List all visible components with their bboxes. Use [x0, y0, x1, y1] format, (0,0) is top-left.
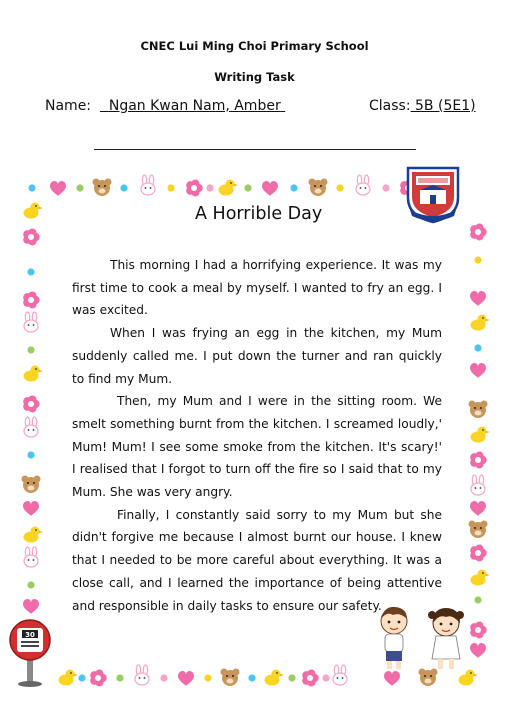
heart-icon: [178, 671, 194, 686]
dot-icon: [206, 184, 213, 191]
heart-icon: [470, 291, 486, 306]
bear-icon: [221, 669, 240, 687]
dot-icon: [27, 346, 34, 353]
dot-icon: [244, 184, 251, 191]
school-name: CNEC Lui Ming Choi Primary School: [140, 39, 369, 53]
bear-icon: [469, 401, 488, 419]
bear-icon: [22, 476, 41, 494]
bunny-icon: [24, 547, 38, 567]
class-value-text: 5B (5E1): [415, 98, 476, 114]
essay-paragraph: This morning I had a horrifying experience. It was my first time to cook a meal by myself. I wanted to fry an egg. I was excited.: [72, 258, 442, 318]
dot-icon: [290, 184, 297, 191]
heart-icon: [470, 363, 486, 378]
name-value-text: Ngan Kwan Nam, Amber: [108, 98, 281, 114]
dot-icon: [27, 451, 34, 458]
dot-icon: [78, 674, 85, 681]
bunny-icon: [24, 417, 38, 437]
dot-icon: [248, 674, 255, 681]
flower-icon: [23, 396, 40, 413]
duck-icon: [471, 427, 491, 443]
flower-icon: [470, 224, 487, 241]
dot-icon: [336, 184, 343, 191]
duck-icon: [471, 315, 491, 331]
dot-icon: [27, 268, 34, 275]
flower-icon: [23, 292, 40, 309]
dot-icon: [322, 674, 329, 681]
duck-icon: [24, 203, 44, 219]
flower-icon: [470, 545, 487, 562]
dot-icon: [382, 184, 389, 191]
flower-icon: [302, 670, 319, 687]
heart-icon: [50, 181, 66, 196]
flower-icon: [23, 229, 40, 246]
heart-icon: [23, 501, 39, 516]
dot-icon: [27, 581, 34, 588]
school-crest-icon: [404, 164, 462, 224]
essay-paragraph: Then, my Mum and I were in the sitting room. We smelt something burnt from the kitchen. I screamed loudly,' Mum! Mum! I see some smoke from the kitchen. It's scary!' I realised that I forgot to turn off the fire so I said that to my Mum. She was very angry.: [72, 394, 442, 500]
dot-icon: [288, 674, 295, 681]
class-label: Class:: [369, 98, 411, 114]
duck-icon: [24, 527, 44, 543]
dot-icon: [474, 344, 481, 351]
heart-icon: [470, 501, 486, 516]
essay-title: A Horrible Day: [195, 204, 323, 224]
bear-icon: [93, 179, 112, 197]
dot-icon: [160, 674, 167, 681]
dot-icon: [28, 184, 35, 191]
dot-icon: [76, 184, 83, 191]
bunny-icon: [135, 665, 149, 685]
bunny-icon: [141, 175, 155, 195]
name-label: Name:: [45, 98, 92, 114]
duck-icon: [265, 670, 285, 686]
dot-icon: [474, 256, 481, 263]
bear-icon: [469, 521, 488, 539]
dot-icon: [120, 184, 127, 191]
heart-icon: [262, 181, 278, 196]
bunny-icon: [333, 665, 347, 685]
dot-icon: [204, 674, 211, 681]
duck-icon: [24, 366, 44, 382]
bunny-icon: [24, 312, 38, 332]
task-title: Writing Task: [214, 70, 295, 84]
bus-stop-icon: [7, 614, 53, 688]
bunny-icon: [471, 475, 485, 495]
heart-icon: [23, 599, 39, 614]
duck-icon: [59, 670, 79, 686]
dot-icon: [167, 184, 174, 191]
bus-stop-number: 30: [25, 631, 35, 639]
duck-icon: [471, 570, 491, 586]
dot-icon: [116, 674, 123, 681]
essay-paragraph: Finally, I constantly said sorry to my Mum but she didn't forgive me because I almost burnt our house. I knew that I needed to be more careful about everything. It was a close call, and I learned the importance of being attentive and responsible in daily tasks to ensure our safety.: [72, 507, 442, 613]
flower-icon: [186, 180, 203, 197]
heart-icon: [384, 671, 400, 686]
essay-body: [72, 254, 442, 617]
duck-icon: [219, 180, 239, 196]
essay-paragraph: When I was frying an egg in the kitchen, my Mum suddenly called me. I put down the turner and ran quickly to find my Mum.: [72, 326, 442, 386]
bear-icon: [309, 179, 328, 197]
flower-icon: [470, 452, 487, 469]
bunny-icon: [356, 175, 370, 195]
flower-icon: [90, 670, 107, 687]
